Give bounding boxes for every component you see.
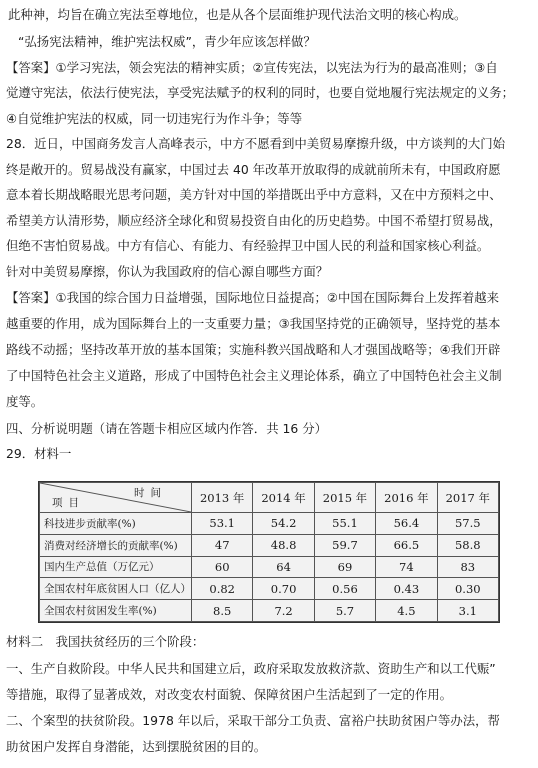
table-cell: 0.70 xyxy=(253,578,314,600)
table-cell: 3.1 xyxy=(437,600,498,622)
question-28-line: 但绝不害怕贸易战。中方有信心、有能力、有经验捍卫中国人民的利益和国家核心利益。 xyxy=(6,238,490,253)
table-row xyxy=(40,513,499,535)
table-cell: 58.8 xyxy=(437,534,498,556)
table-cell: 54.2 xyxy=(253,513,314,535)
table-cell: 48.8 xyxy=(253,534,314,556)
answer-line: 路线不动摇；坚持改革开放的基本国策；实施科教兴国战略和人才强国战略等；④我们开辟 xyxy=(6,342,501,357)
row-label: 国内生产总值（万亿元） xyxy=(40,556,192,578)
text-line: 一、生产自救阶段。中华人民共和国建立后，政府采取发放救济款、资助生产和以工代赈” xyxy=(6,661,496,676)
question-28-line: 意本着长期战略眼光思考问题，美方针对中国的举措既出乎中方意料，又在中方预料之中、 xyxy=(6,187,502,202)
material-heading: 29．材料一 xyxy=(6,446,72,461)
table-cell: 0.56 xyxy=(314,578,375,600)
question-28-line: 希望美方认清形势，顺应经济全球化和贸易投资自由化的历史趋势。中国不希望打贸易战， xyxy=(6,213,502,228)
material-heading: 材料二 我国扶贫经历的三个阶段： xyxy=(6,634,205,649)
answer-line: 了中国特色社会主义道路，形成了中国特色社会主义理论体系，确立了中国特色社会主义制 xyxy=(6,368,502,383)
row-label: 科技进步贡献率(%) xyxy=(40,513,192,535)
answer-line: 【答案】①我国的综合国力日益增强，国际地位日益提高；②中国在国际舞台上发挥着越来 xyxy=(6,290,500,305)
answer-line: 【答案】①学习宪法，领会宪法的精神实质；②宣传宪法，以宪法为行为的最高准则；③自 xyxy=(6,60,498,75)
table-cell: 8.5 xyxy=(192,600,253,622)
table-row xyxy=(40,556,499,578)
year-header: 2013 年 xyxy=(192,483,253,513)
year-header: 2016 年 xyxy=(376,483,437,513)
year-header: 2017 年 xyxy=(437,483,498,513)
text-line: 此种神，均旨在确立宪法至尊地位，也是从各个层面维护现代法治文明的核心构成。 xyxy=(8,7,467,22)
material-one-table xyxy=(38,481,500,623)
table-row xyxy=(40,578,499,600)
corner-item-label: 项目 xyxy=(52,497,85,509)
table-cell: 83 xyxy=(437,556,498,578)
table-cell: 5.7 xyxy=(314,600,375,622)
table-cell: 60 xyxy=(192,556,253,578)
table-cell: 7.2 xyxy=(253,600,314,622)
table-cell: 0.43 xyxy=(376,578,437,600)
question-28-line: 终是敞开的。贸易战没有赢家，中国过去 40 年改革开放取得的成就前所未有，中国政府愿 xyxy=(6,162,501,177)
table-cell: 69 xyxy=(314,556,375,578)
year-header: 2014 年 xyxy=(253,483,314,513)
text-line: 助贫困户发挥自身潜能，达到摆脱贫困的目的。 xyxy=(6,739,267,754)
row-label: 全国农村贫困发生率(%) xyxy=(40,600,192,622)
corner-time-label: 时间 xyxy=(134,487,167,499)
answer-line: 度等。 xyxy=(6,394,44,409)
row-label: 全国农村年底贫困人口（亿人） xyxy=(40,578,192,600)
section-heading: 四、分析说明题（请在答题卡相应区域内作答．共 16 分） xyxy=(6,421,328,436)
table-corner-header xyxy=(40,483,192,513)
answer-line: 觉遵守宪法，依法行使宪法，享受宪法赋予的权利的同时，也要自觉地履行宪法规定的义务； xyxy=(6,85,515,100)
table-cell: 0.82 xyxy=(192,578,253,600)
table-cell: 57.5 xyxy=(437,513,498,535)
question-28-prompt: 针对中美贸易摩擦，你认为我国政府的信心源自哪些方面？ xyxy=(6,264,329,279)
table-cell: 66.5 xyxy=(376,534,437,556)
table-cell: 0.30 xyxy=(437,578,498,600)
answer-line: 越重要的作用，成为国际舞台上的一支重要力量；③我国坚持党的正确领导，坚持党的基本 xyxy=(6,316,501,331)
table-cell: 56.4 xyxy=(376,513,437,535)
table-cell: 74 xyxy=(376,556,437,578)
table-cell: 47 xyxy=(192,534,253,556)
text-line: 等措施，取得了显著成效，对改变农村面貌、保障贫困户生活起到了一定的作用。 xyxy=(6,687,453,702)
question-28-line: 28．近日，中国商务发言人高峰表示，中方不愿看到中美贸易摩擦升级，中方谈判的大门始 xyxy=(6,136,506,151)
row-label: 消费对经济增长的贡献率(%) xyxy=(40,534,192,556)
table-cell: 64 xyxy=(253,556,314,578)
answer-line: ④自觉维护宪法的权威，同一切违宪行为作斗争；等等 xyxy=(6,111,303,126)
table-row xyxy=(40,600,499,622)
table-cell: 55.1 xyxy=(314,513,375,535)
table-cell: 59.7 xyxy=(314,534,375,556)
year-header: 2015 年 xyxy=(314,483,375,513)
table-cell: 53.1 xyxy=(192,513,253,535)
text-line: 二、个案型的扶贫阶段。1978 年以后，采取干部分工负责、富裕户扶助贫困户等办法，帮 xyxy=(6,713,500,728)
table-cell: 4.5 xyxy=(376,600,437,622)
question-line: “弘扬宪法精神，维护宪法权威”，青少年应该怎样做？ xyxy=(18,34,316,49)
table-row xyxy=(40,534,499,556)
